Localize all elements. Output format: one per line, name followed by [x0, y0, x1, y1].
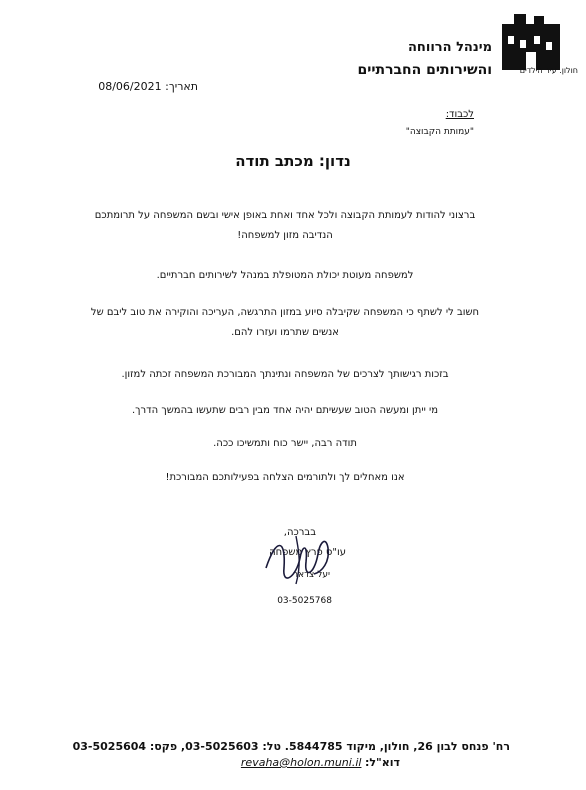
- body-line: אנשים שתרמו ועזרו להם.: [231, 327, 339, 338]
- body-paragraph-4: בזכות רגישותך לצרכים של המשפחה ונתינתך המבורכת המשפחה זכתה למזון.: [121, 369, 449, 380]
- signature-closing: בברכה,: [283, 527, 316, 538]
- body-line: חשוב לי לשתף כי המשפחה שקיבלה סיוע במזון התרגשה, העריכה והוקירה את טוב ליבם של: [90, 307, 480, 318]
- body-paragraph-5: מי ייתן ומעשה הטוב שעשיתם יהיה אחד מבין רבים שתעשו בהמשך הדרך.: [131, 405, 439, 416]
- letter-date: [78, 80, 198, 93]
- body-line: הנדיבה מזון למשפחה!: [237, 230, 333, 241]
- signature-title: יעל צדאר: [293, 570, 330, 580]
- footer-address: רח' פנחס לבון 26, חולון, מיקוד 5844785. טל: 03-5025603, פקס: 03-5025604: [72, 740, 510, 753]
- body-paragraph-2: למשפחה מעוטת יכולת המטופלת במנהל לשירותים חברתיים.: [156, 270, 414, 281]
- body-paragraph-7: אנו מאחלים לך ולתורמים הצלחה בפעילותכם המבורכת!: [165, 472, 405, 483]
- date-label: תאריך:: [165, 80, 198, 93]
- handwritten-signature-icon: [256, 528, 346, 592]
- department-line-1: מינהל הרווחה: [408, 40, 492, 55]
- addressee-label: לכבוד:: [445, 109, 474, 120]
- city-hall-logo-icon: [500, 10, 562, 72]
- department-line-2: והשירותים החברתיים: [357, 62, 492, 78]
- body-paragraph-3: [80, 303, 490, 343]
- letter-subject: נדון: מכתב תודה: [235, 152, 351, 170]
- email-label: דוא"ל:: [364, 756, 400, 769]
- addressee-recipient: "עמותת הקבוצה": [405, 127, 474, 137]
- body-paragraph-1: [80, 206, 490, 246]
- body-line: ברצוני להודות לעמותת הקבוצה ולכל אחד ואחת באופן אישי ובשם המשפחה על תרומתכם: [94, 210, 476, 221]
- body-paragraph-6: תודה רבה, יישר כוח ותמשיכו ככה.: [213, 438, 357, 449]
- date-value: 08/06/2021: [98, 80, 162, 93]
- signature-name: עו"ס פרץ משפחה: [269, 547, 346, 558]
- signature-phone: 03-5025768: [277, 596, 332, 606]
- footer-email-line: [241, 756, 400, 769]
- logo-caption: חולון. עיר הילדים: [519, 66, 578, 75]
- email-link[interactable]: revaha@holon.muni.il: [240, 756, 362, 769]
